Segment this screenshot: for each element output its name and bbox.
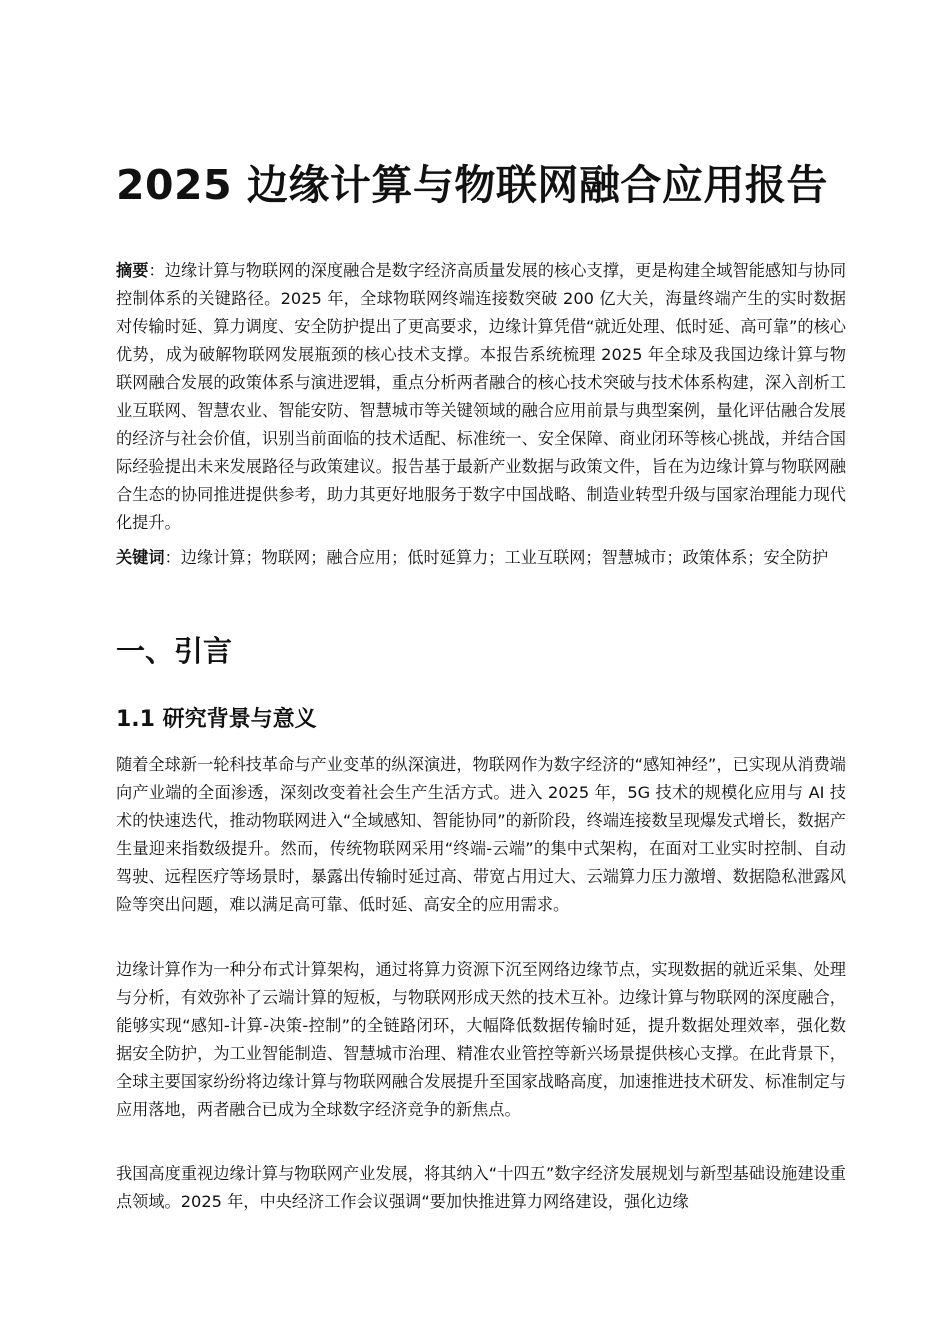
body-paragraph: 边缘计算作为一种分布式计算架构，通过将算力资源下沉至网络边缘节点，实现数据的就近采集、处理与分析，有效弥补了云端计算的短板，与物联网形成天然的技术互补。边缘计算与物联网的深度融合，能够实现“感知-计算-决策-控制”的全链路闭环，大幅降低数据传输时延，提升数据处理效率，强化数据安全防护，为工业智能制造、智慧城市治理、精准农业管控等新兴场景提供核心支撑。在此背景下，全球主要国家纷纷将边缘计算与物联网融合发展提升至国家战略高度，加速推进技术研发、标准制定与应用落地，两者融合已成为全球数字经济竞争的新焦点。 xyxy=(116,960,846,1119)
abstract-text: 边缘计算与物联网的深度融合是数字经济高质量发展的核心支撑，更是构建全域智能感知与协同控制体系的关键路径。2025 年，全球物联网终端连接数突破 200 亿大关，海量终端产生的实时数据对传输时延、算力调度、安全防护提出了更高要求，边缘计算凭借“就近处理、低时延、高可靠”的核心优势，成为破解物联网发展瓶颈的核心技术支撑。本报告系统梳理 2025 年全球及我国边缘计算与物联网融合发展的政策体系与演进逻辑，重点分析两者融合的核心技术突破与技术体系构建，深入剖析工业互联网、智慧农业、智能安防、智慧城市等关键领域的融合应用前景与典型案例，量化评估融合发展的经济与社会价值，识别当前面临的技术适配、标准统一、安全保障、商业闭环等核心挑战，并结合国际经验提出未来发展路径与政策建议。报告基于最新产业数据与政策文件，旨在为边缘计算与物联网融合生态的协同推进提供参考，助力其更好地服务于数字中国战略、制造业转型升级与国家治理能力现代化提升。 xyxy=(116,261,847,532)
body-paragraph: 我国高度重视边缘计算与物联网产业发展，将其纳入“十四五”数字经济发展规划与新型基础设施建设重点领域。2025 年，中央经济工作会议强调“要加快推进算力网络建设，强化边缘 xyxy=(116,1164,846,1211)
keywords-paragraph xyxy=(116,544,846,572)
keywords-text: 边缘计算；物联网；融合应用；低时延算力；工业互联网；智慧城市；政策体系；安全防护 xyxy=(180,548,829,567)
abstract-label: 摘要 xyxy=(116,261,149,280)
section-heading-intro: 一、引言 xyxy=(116,634,233,668)
body-paragraph: 随着全球新一轮科技革命与产业变革的纵深演进，物联网作为数字经济的“感知神经”，已实现从消费端向产业端的全面渗透，深刻改变着社会生产生活方式。进入 2025 年，5G 技术的规模化应用与 AI 技术的快速迭代，推动物联网进入“全域感知、智能协同”的新阶段，终端连接数呈现爆发式增长，数据产生量迎来指数级提升。然而，传统物联网采用“终端-云端”的集中式架构，在面对工业实时控制、自动驾驶、远程医疗等场景时，暴露出传输时延过高、带宽占用过大、云端算力压力激增、数据隐私泄露风险等突出问题，难以满足高可靠、低时延、高安全的应用需求。 xyxy=(116,755,846,914)
keywords-separator: ： xyxy=(164,548,181,567)
abstract-paragraph xyxy=(116,257,846,537)
keywords-label: 关键词 xyxy=(116,548,165,567)
subsection-heading-background: 1.1 研究背景与意义 xyxy=(116,707,317,732)
abstract-separator: ： xyxy=(148,261,165,280)
document-title: 2025 边缘计算与物联网融合应用报告 xyxy=(116,161,828,209)
